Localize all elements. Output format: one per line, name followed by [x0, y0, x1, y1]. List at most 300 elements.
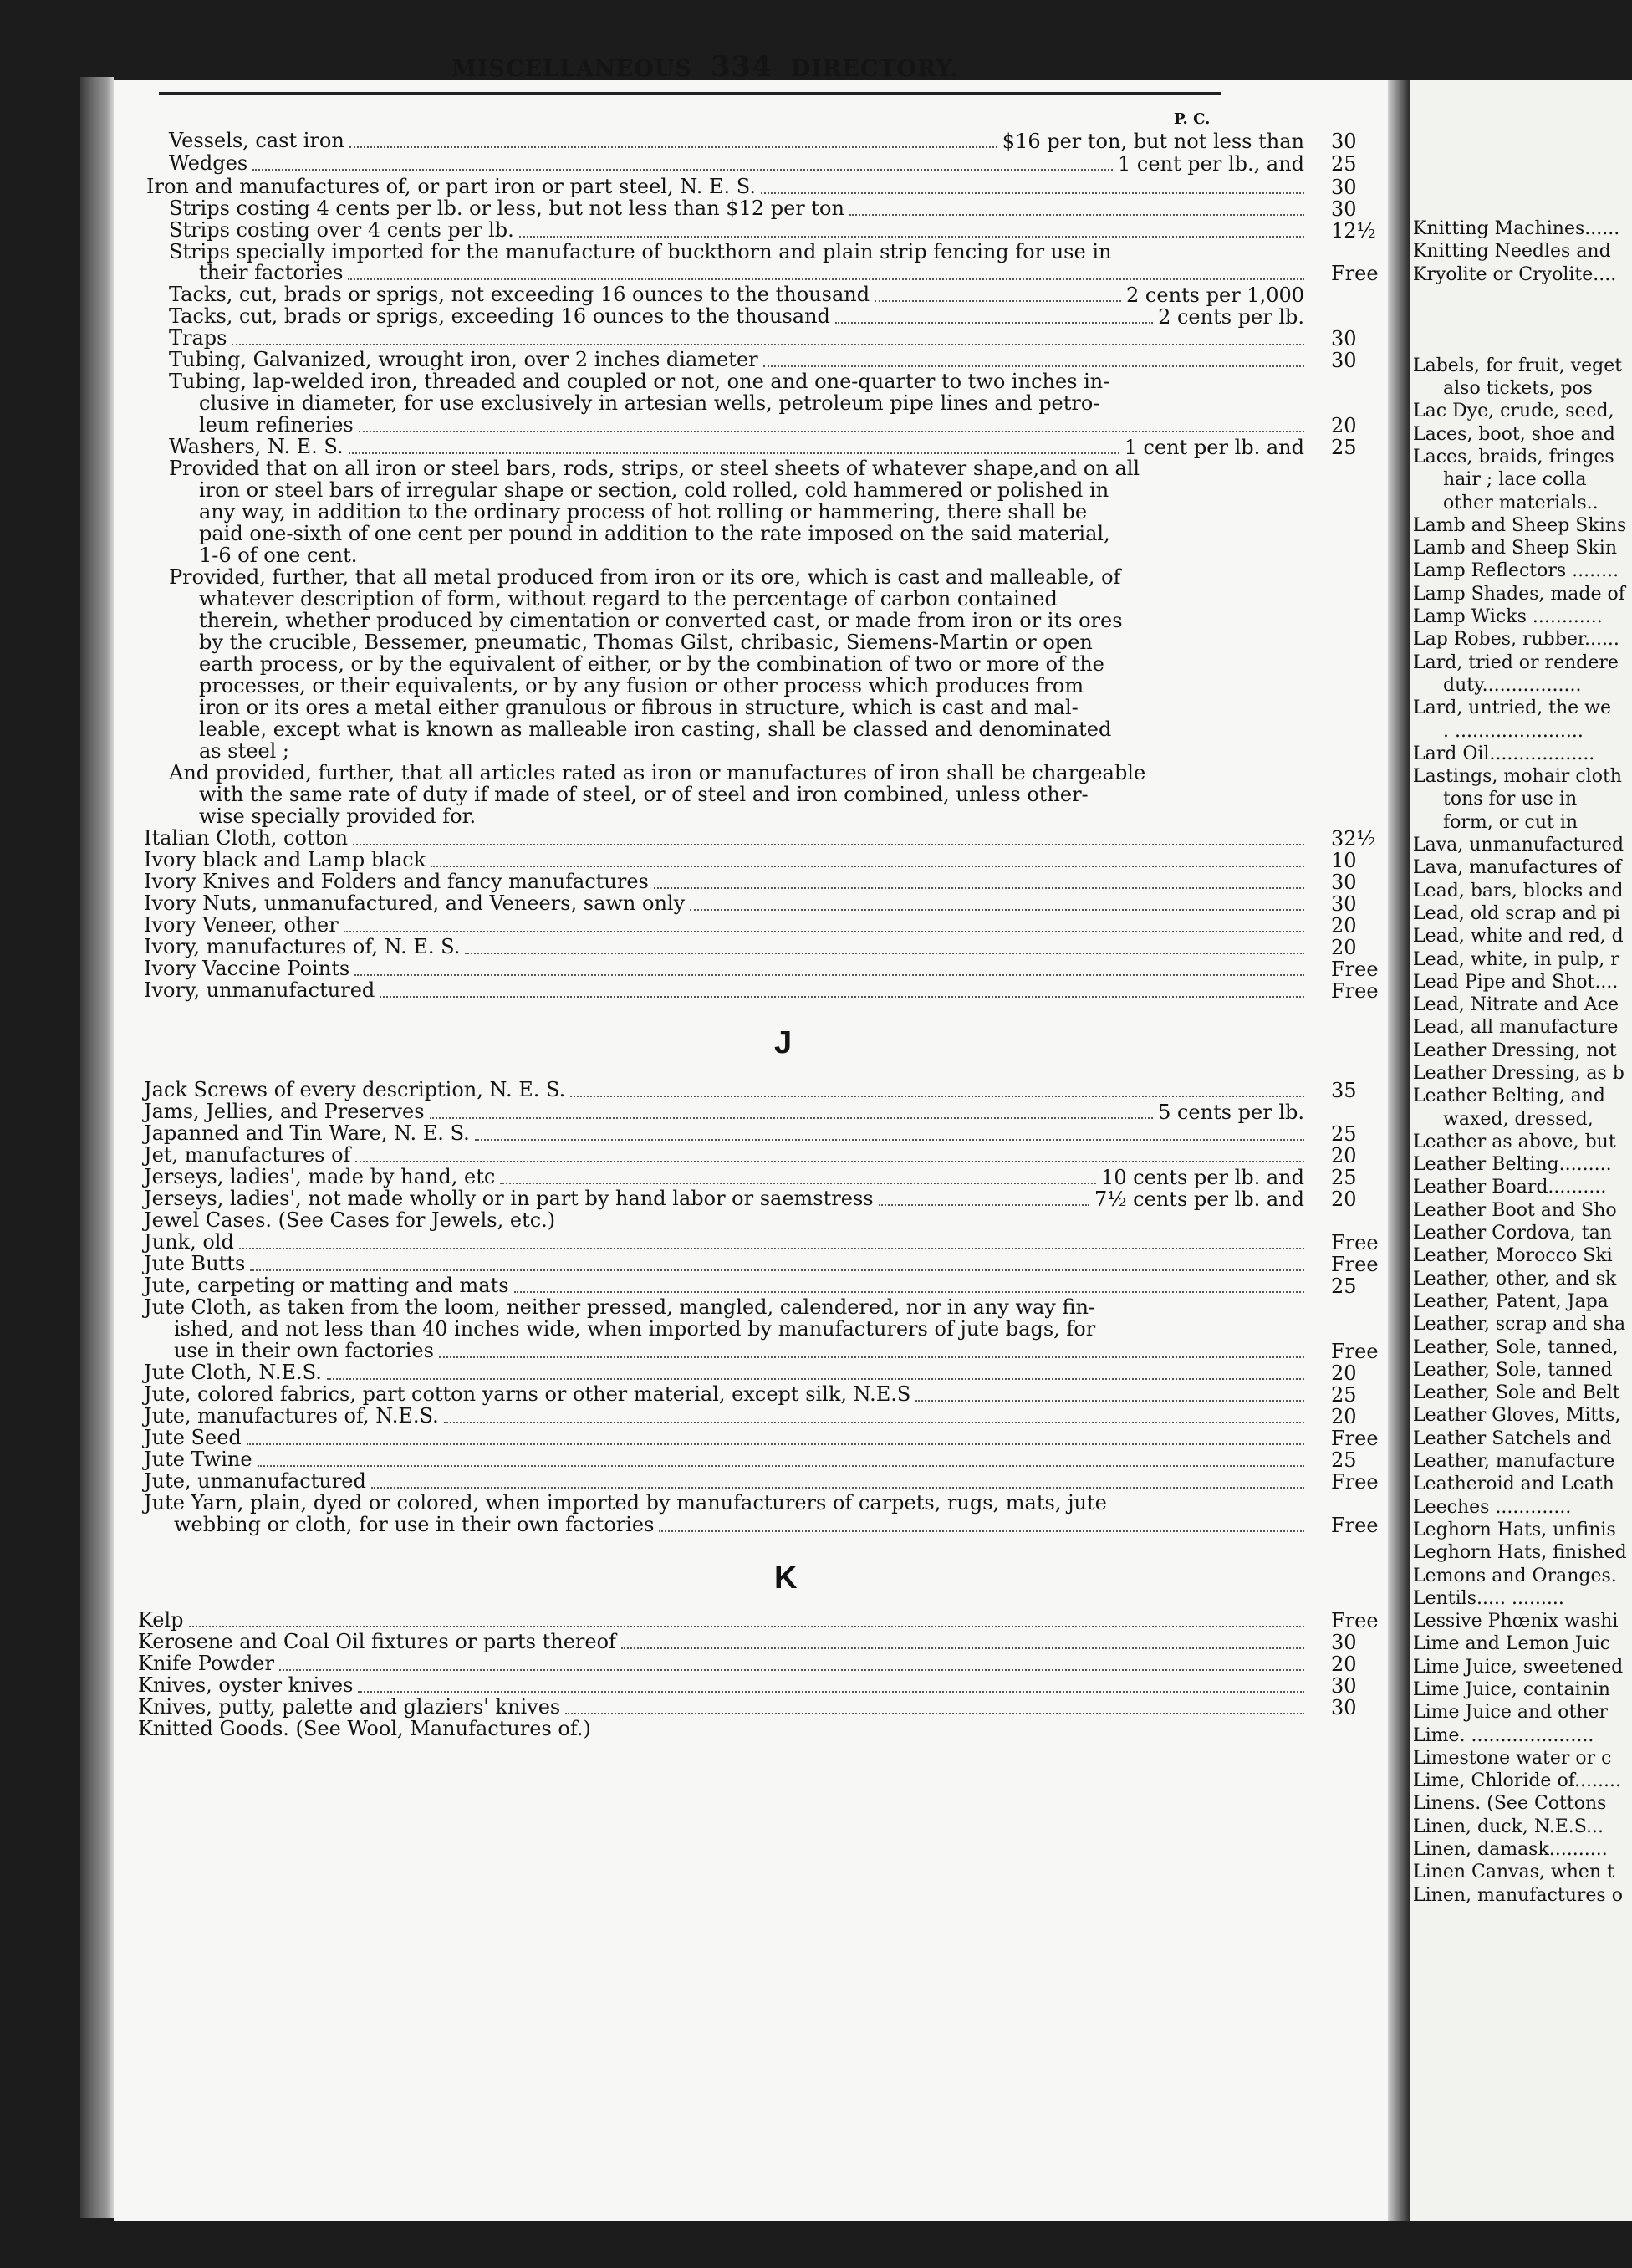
entry-rate: 30	[1331, 197, 1357, 221]
entry-row	[199, 697, 1079, 718]
entry-rate: 25	[1331, 152, 1357, 176]
entry-row	[174, 1514, 654, 1535]
entry-text: iron or its ores a metal either granulous or fibrous in structure, which is cast and mal-	[199, 696, 1079, 719]
entry-text: Jams, Jellies, and Preserves	[144, 1100, 425, 1123]
entry-row	[138, 1631, 616, 1652]
entry-rate: Free	[1331, 1340, 1379, 1363]
dot-leader	[514, 1291, 1304, 1293]
entry-text: Junk, old	[144, 1230, 234, 1254]
right-entry: Lava, unmanufactured	[1413, 835, 1624, 856]
entry-text: therein, whether produced by cimentation or converted cast, or made from iron or its ores	[199, 609, 1123, 632]
entry-text: And provided, further, that all articles rated as iron or manufactures of iron shall be chargeable	[169, 761, 1146, 784]
entry-row	[144, 892, 685, 914]
right-entry: Leather, other, and sk	[1413, 1268, 1617, 1290]
entry-text: by the crucible, Bessemer, pneumatic, Thomas Gilst, chribasic, Siemens-Martin or open	[199, 631, 1093, 654]
entry-row	[169, 436, 344, 457]
dot-leader	[247, 1443, 1304, 1445]
entry-row	[144, 1101, 425, 1122]
section-letter: J	[774, 1025, 793, 1060]
entry-row	[146, 176, 756, 197]
right-entry: Lime. .....................	[1413, 1724, 1594, 1746]
entry-row	[169, 241, 1111, 263]
dot-leader	[570, 1096, 1304, 1097]
entry-text: Jewel Cases. (See Cases for Jewels, etc.)	[144, 1208, 556, 1232]
entry-text: webbing or cloth, for use in their own factories	[174, 1513, 655, 1536]
entry-rate: 25	[1331, 1274, 1357, 1298]
dot-leader	[519, 236, 1304, 238]
right-entry: duty.................	[1443, 674, 1582, 696]
entry-row	[199, 588, 1058, 610]
entry-rate: 35	[1331, 1079, 1357, 1102]
entry-row	[144, 827, 348, 849]
entry-row	[144, 936, 460, 958]
entry-text: any way, in addition to the ordinary process of hot rolling or hammering, there shall be	[199, 500, 1088, 524]
entry-row	[169, 327, 227, 349]
entry-text: Jute Butts	[144, 1252, 246, 1275]
right-entry: Laces, braids, fringes	[1413, 446, 1614, 467]
right-entry: Lime Juice, sweetened	[1413, 1656, 1624, 1678]
right-entry: Lead, Nitrate and Ace	[1413, 994, 1619, 1016]
entry-text: Knives, putty, palette and glaziers' knives	[138, 1695, 561, 1719]
header-rule	[159, 92, 1221, 94]
entry-row	[199, 479, 1109, 501]
right-entry: also tickets, pos	[1443, 378, 1593, 400]
entry-rate: 10	[1331, 849, 1357, 872]
entry-text: ished, and not less than 40 inches wide, when imported by manufacturers of jute bags, for	[174, 1317, 1096, 1341]
right-entry: Lead Pipe and Shot....	[1413, 971, 1619, 993]
dot-leader	[371, 1487, 1304, 1489]
entry-rate: 30	[1331, 130, 1357, 153]
right-entry: Linen, duck, N.E.S...	[1413, 1816, 1604, 1837]
entry-row	[144, 1427, 242, 1448]
entry-text: Jute, unmanufactured	[144, 1469, 366, 1493]
pc-column-label: P. C.	[1174, 110, 1211, 128]
entry-row	[138, 1674, 353, 1696]
right-entry: tons for use in	[1443, 789, 1578, 810]
entry-text: leable, except what is known as malleable iron casting, shall be classed and denominated	[199, 718, 1112, 741]
entry-text: Strips costing over 4 cents per lb.	[169, 218, 514, 242]
entry-row	[144, 1448, 252, 1470]
entry-text: Provided, further, that all metal produced from iron or its ore, which is cast and malleable, of	[169, 565, 1121, 589]
entry-rate: Free	[1331, 1609, 1379, 1632]
entry-rate: 20	[1331, 1652, 1357, 1676]
entry-row	[169, 284, 870, 305]
entry-row	[199, 392, 1099, 414]
entry-row	[199, 501, 1087, 523]
right-entry: Lead, bars, blocks and	[1413, 880, 1624, 902]
right-entry: Lentils..... .........	[1413, 1587, 1564, 1609]
entry-row	[169, 130, 344, 151]
entry-rate: 30	[1331, 871, 1357, 894]
right-entry: Lemons and Oranges.	[1413, 1565, 1617, 1586]
dot-leader	[353, 844, 1304, 845]
entry-duty: 10 cents per lb. and	[1101, 1166, 1304, 1189]
dot-leader	[250, 1269, 1304, 1271]
right-entry: Leather, Morocco Ski	[1413, 1245, 1613, 1267]
entry-text: iron or steel bars of irregular shape or section, cold rolled, cold hammered or polished in	[199, 478, 1109, 502]
right-entry: Lastings, mohair cloth	[1413, 766, 1622, 788]
entry-rate: 30	[1331, 349, 1357, 372]
dot-leader	[349, 146, 997, 148]
entry-rate: 20	[1331, 936, 1357, 959]
entry-rate: 25	[1331, 1166, 1357, 1189]
entry-row	[144, 1231, 234, 1253]
entry-row	[144, 1296, 1095, 1318]
entry-rate: Free	[1331, 1514, 1379, 1537]
right-entry: Linen, damask..........	[1413, 1839, 1608, 1861]
right-entry: Labels, for fruit, veget	[1413, 355, 1623, 376]
right-entry	[1413, 286, 1627, 309]
dot-leader	[279, 1669, 1304, 1671]
dot-leader	[475, 1139, 1304, 1141]
entry-text: Washers, N. E. S.	[169, 435, 344, 458]
entry-text: Strips specially imported for the manufacture of buckthorn and plain strip fencing for use in	[169, 240, 1112, 263]
dot-leader	[232, 344, 1304, 345]
dot-leader	[380, 996, 1304, 998]
entry-rate: Free	[1331, 979, 1379, 1003]
entry-rate: 20	[1331, 1405, 1357, 1428]
entry-text: Tubing, Galvanized, wrought iron, over 2 inches diameter	[169, 348, 758, 371]
entry-row	[199, 653, 1104, 675]
entry-row	[144, 958, 349, 979]
entry-rate: 30	[1331, 1696, 1357, 1719]
dot-leader	[439, 1356, 1304, 1358]
entry-text: Ivory Knives and Folders and fancy manufactures	[144, 870, 649, 893]
entry-row	[144, 1122, 470, 1144]
right-entry: Laces, boot, shoe and	[1413, 423, 1615, 445]
entry-row	[169, 305, 830, 327]
right-entry: Lessive Phœnix washi	[1413, 1611, 1619, 1632]
entry-rate: 20	[1331, 1144, 1357, 1167]
entry-row	[199, 610, 1123, 631]
right-entry: Lamp Reflectors ........	[1413, 560, 1619, 582]
entry-text: Jute, carpeting or matting and mats	[144, 1274, 509, 1297]
dot-leader	[761, 192, 1304, 194]
right-entry: waxed, dressed,	[1443, 1108, 1594, 1130]
entry-rate: Free	[1331, 958, 1379, 981]
right-entry: Leatheroid and Leath	[1413, 1474, 1614, 1495]
page-header	[451, 50, 959, 84]
entry-text: Jute Cloth, N.E.S.	[144, 1361, 322, 1384]
right-entry: Lime Juice, containin	[1413, 1679, 1610, 1700]
header-right-text: DIRECTORY.	[790, 56, 959, 82]
entry-row	[199, 675, 1084, 697]
entry-text: Jack Screws of every description, N. E. S.	[144, 1078, 566, 1101]
book-spine-left	[80, 77, 114, 2218]
entry-duty: 7½ cents per lb. and	[1094, 1188, 1304, 1211]
page-number: 334	[710, 50, 773, 84]
entry-text: paid one-sixth of one cent per pound in addition to the rate imposed on the said material,	[199, 522, 1110, 545]
dot-leader	[565, 1713, 1304, 1714]
entry-duty: 1 cent per lb., and	[1118, 152, 1304, 176]
entry-row	[144, 871, 649, 892]
entry-text: with the same rate of duty if made of steel, or of steel and iron combined, unless other-	[199, 783, 1089, 806]
right-entry: Linen, manufactures o	[1413, 1884, 1623, 1906]
entry-row	[144, 1470, 366, 1492]
entry-text: 1-6 of one cent.	[199, 544, 358, 567]
entry-row	[199, 740, 289, 762]
entry-text: Iron and manufactures of, or part iron or part steel, N. E. S.	[146, 175, 756, 198]
dot-leader	[349, 452, 1119, 454]
entry-rate: 30	[1331, 1631, 1357, 1654]
entry-text: Knitted Goods. (See Wool, Manufactures of.)	[138, 1717, 591, 1740]
entry-text: Wedges	[169, 151, 248, 175]
right-entry: Linens. (See Cottons	[1413, 1793, 1607, 1815]
dot-leader	[327, 1378, 1304, 1380]
dot-leader	[849, 214, 1304, 216]
entry-rate: 20	[1331, 1361, 1357, 1385]
entry-row	[144, 1166, 495, 1188]
entry-row	[138, 1696, 560, 1718]
dot-leader	[500, 1183, 1096, 1184]
entry-rate: 25	[1331, 1448, 1357, 1472]
entry-text: Knives, oyster knives	[138, 1673, 354, 1697]
entry-row	[144, 1144, 350, 1166]
dot-leader	[465, 953, 1304, 954]
entry-text: as steel ;	[199, 739, 290, 763]
entry-row	[144, 914, 339, 936]
entry-row	[174, 1340, 434, 1361]
right-entry: Knitting Needles and	[1413, 241, 1611, 263]
right-entry: Knitting Machines......	[1413, 218, 1620, 239]
entry-row	[199, 523, 1110, 544]
right-entry: Leeches .............	[1413, 1496, 1572, 1518]
right-entry: Kryolite or Cryolite....	[1413, 263, 1617, 285]
entry-text: wise specially provided for.	[199, 805, 477, 828]
entry-text: Ivory, manufactures of, N. E. S.	[144, 935, 461, 958]
dot-leader	[344, 931, 1304, 932]
entry-rate: 12½	[1331, 219, 1376, 243]
right-entry: Leather, Sole and Belt	[1413, 1382, 1620, 1404]
entry-row	[199, 262, 343, 284]
entry-row	[144, 1405, 439, 1427]
entry-rate: 20	[1331, 414, 1357, 437]
entry-text: Ivory, unmanufactured	[144, 978, 375, 1002]
entry-row	[144, 1383, 910, 1405]
right-entry: Leather Board..........	[1413, 1177, 1607, 1198]
entry-row	[199, 414, 354, 436]
dot-leader	[359, 431, 1304, 432]
right-entry: Linen Canvas, when t	[1413, 1862, 1614, 1883]
entry-rate: Free	[1331, 1231, 1379, 1254]
entry-text: Ivory Veneer, other	[144, 913, 339, 937]
entry-text: processes, or their equivalents, or by any fusion or other process which produces from	[199, 674, 1084, 697]
right-entry: Lamp Shades, made of	[1413, 583, 1625, 605]
dot-leader	[875, 300, 1121, 302]
entry-text: Kerosene and Coal Oil fixtures or parts thereof	[138, 1630, 616, 1653]
entry-row	[144, 1079, 565, 1101]
entry-row	[169, 370, 1109, 392]
entry-text: use in their own factories	[174, 1339, 434, 1362]
entry-duty: $16 per ton, but not less than	[1002, 130, 1304, 153]
entry-row	[174, 1318, 1095, 1340]
right-entry: Lard, untried, the we	[1413, 697, 1612, 719]
dot-leader	[431, 866, 1304, 867]
entry-text: Jute Seed	[144, 1426, 242, 1449]
right-entry: Leather Cordova, tan	[1413, 1223, 1612, 1244]
entry-row	[138, 1609, 184, 1631]
entry-text: Tubing, lap-welded iron, threaded and coupled or not, one and one-quarter to two inches in-	[169, 370, 1110, 393]
entry-text: Traps	[169, 326, 227, 350]
entry-row	[144, 979, 375, 1001]
entry-text: Knife Powder	[138, 1652, 274, 1675]
right-entry: Leather Belting.........	[1413, 1154, 1612, 1176]
entry-rate: 25	[1331, 1122, 1357, 1146]
right-entry: Lard Oil..................	[1413, 743, 1595, 764]
dot-leader	[835, 322, 1153, 324]
entry-row	[169, 566, 1120, 588]
right-entry: Lard, tried or rendere	[1413, 651, 1619, 673]
entry-rate: 32½	[1331, 827, 1376, 850]
entry-rate: 25	[1331, 436, 1357, 459]
entry-row	[199, 805, 476, 827]
entry-text: their factories	[199, 261, 344, 284]
entry-row	[199, 718, 1111, 740]
right-entry: Lime and Lemon Juic	[1413, 1633, 1611, 1655]
header-left-text: MISCELLANEOUS	[451, 56, 692, 82]
entry-row	[169, 219, 514, 241]
right-entry: Lac Dye, crude, seed,	[1413, 401, 1614, 422]
dot-leader	[189, 1626, 1304, 1627]
entry-duty: 5 cents per lb.	[1158, 1101, 1304, 1124]
dot-leader	[348, 278, 1304, 280]
entry-text: Jute Twine	[144, 1448, 252, 1471]
entry-text: Jerseys, ladies', not made wholly or in part by hand labor or saemstress	[144, 1187, 874, 1210]
entry-row	[199, 544, 357, 566]
right-entry: Lead, white, in pulp, r	[1413, 948, 1619, 970]
right-entry: Leghorn Hats, unfinis	[1413, 1519, 1616, 1540]
dot-leader	[879, 1204, 1089, 1206]
dot-leader	[690, 909, 1304, 911]
right-entry: Leather, scrap and sha	[1413, 1314, 1626, 1336]
entry-text: Strips costing 4 cents per lb. or less, but not less than $12 per ton	[169, 197, 844, 220]
entry-row	[144, 1253, 245, 1274]
dot-leader	[915, 1400, 1304, 1402]
entry-text: Jute Yarn, plain, dyed or colored, when imported by manufacturers of carpets, rugs, mats, jute	[144, 1491, 1107, 1515]
right-entry: Leather, Sole, tanned,	[1413, 1336, 1619, 1358]
entry-text: Jet, manufactures of	[144, 1143, 351, 1167]
right-entry	[1413, 309, 1627, 331]
right-entry: . ......................	[1443, 720, 1584, 742]
entry-rate: 30	[1331, 327, 1357, 350]
right-entry: Leather Boot and Sho	[1413, 1199, 1617, 1221]
dot-leader	[258, 1465, 1304, 1467]
entry-rate: 30	[1331, 1674, 1357, 1698]
entry-text: Jute, manufactures of, N.E.S.	[144, 1404, 439, 1428]
right-page	[1410, 80, 1632, 2221]
entry-row	[144, 849, 426, 871]
dot-leader	[355, 1161, 1304, 1162]
entry-rate: Free	[1331, 1253, 1379, 1276]
entry-row	[144, 1492, 1107, 1514]
right-entry: Lap Robes, rubber......	[1413, 629, 1619, 651]
right-entry: Leather Dressing, as b	[1413, 1062, 1624, 1084]
right-entry: Leather as above, but	[1413, 1131, 1616, 1152]
entry-row	[169, 197, 844, 219]
right-entry: Leather, Sole, tanned	[1413, 1359, 1613, 1381]
entry-rate: 20	[1331, 914, 1357, 937]
entry-row	[138, 1718, 591, 1739]
entry-text: Jerseys, ladies', made by hand, etc	[144, 1165, 496, 1188]
entry-rate: 30	[1331, 176, 1357, 199]
entry-row	[199, 631, 1093, 653]
entry-text: Provided that on all iron or steel bars, rods, strips, or steel sheets of whatever shape,and on all	[169, 457, 1140, 480]
entry-row	[144, 1209, 555, 1231]
right-entry: Leather Belting, and	[1413, 1085, 1605, 1107]
entry-row	[144, 1274, 509, 1296]
right-entry: Leghorn Hats, finished	[1413, 1542, 1627, 1564]
right-entry: Lead, white and red, d	[1413, 926, 1624, 948]
right-entry: Lime Juice and other	[1413, 1702, 1609, 1724]
entry-row	[199, 784, 1089, 805]
right-entry: Lead, old scrap and pi	[1413, 902, 1620, 924]
right-entry: Leather Gloves, Mitts,	[1413, 1405, 1621, 1427]
entry-text: whatever description of form, without regard to the percentage of carbon contained	[199, 587, 1058, 610]
entry-text: Kelp	[138, 1608, 184, 1632]
right-entry: Leather Satchels and	[1413, 1428, 1612, 1449]
dot-leader	[354, 974, 1304, 976]
entry-row	[138, 1652, 274, 1674]
entry-row	[144, 1361, 322, 1383]
entry-rate: Free	[1331, 262, 1379, 285]
dot-leader	[358, 1691, 1304, 1693]
right-entry: Lamb and Sheep Skin	[1413, 538, 1617, 559]
entry-row	[144, 1188, 874, 1209]
entry-text: Tacks, cut, brads or sprigs, not exceeding 16 ounces to the thousand	[169, 283, 870, 306]
entry-text: Jute Cloth, as taken from the loom, neither pressed, mangled, calendered, nor in any way fin-	[144, 1295, 1096, 1319]
entry-row	[169, 762, 1145, 784]
entry-text: Ivory Nuts, unmanufactured, and Veneers, sawn only	[144, 891, 686, 915]
dot-leader	[430, 1117, 1154, 1119]
right-entry: Lamb and Sheep Skins	[1413, 514, 1627, 536]
entry-text: Jute, colored fabrics, part cotton yarns or other material, except silk, N.E.S	[144, 1382, 911, 1406]
dot-leader	[654, 887, 1304, 889]
right-entry: Lead, all manufacture	[1413, 1017, 1619, 1039]
page-gutter	[1388, 80, 1410, 2221]
entry-duty: 1 cent per lb. and	[1124, 436, 1304, 459]
right-entry: hair ; lace colla	[1443, 469, 1587, 491]
dot-leader	[239, 1248, 1304, 1249]
right-entry: Lamp Wicks ............	[1413, 606, 1603, 628]
right-entry: Leather, manufacture	[1413, 1451, 1615, 1473]
entry-rate: 30	[1331, 892, 1357, 916]
entry-duty: 2 cents per lb.	[1158, 305, 1304, 329]
entry-text: Ivory black and Lamp black	[144, 848, 426, 871]
right-entry	[1413, 331, 1627, 354]
section-letter: K	[774, 1561, 798, 1596]
entry-text: Italian Cloth, cotton	[144, 826, 349, 850]
entry-text: clusive in diameter, for use exclusively in artesian wells, petroleum pipe lines and petro-	[199, 391, 1100, 415]
right-entry: Leather Dressing, not	[1413, 1040, 1617, 1061]
entry-row	[169, 457, 1140, 479]
right-entry: form, or cut in	[1443, 811, 1578, 833]
entry-row	[169, 152, 247, 174]
entry-rate: 25	[1331, 1383, 1357, 1407]
right-entry: other materials..	[1443, 492, 1599, 513]
dot-leader	[621, 1647, 1304, 1649]
entry-text: leum refineries	[199, 413, 354, 437]
entry-text: Vessels, cast iron	[169, 129, 344, 152]
dot-leader	[659, 1530, 1304, 1532]
entry-duty: 2 cents per 1,000	[1126, 284, 1304, 307]
dot-leader	[252, 169, 1113, 171]
right-entry: Lime, Chloride of........	[1413, 1770, 1621, 1792]
entry-rate: 20	[1331, 1188, 1357, 1211]
dot-leader	[763, 365, 1304, 367]
entry-text: earth process, or by the equivalent of either, or by the combination of two or more of the	[199, 652, 1104, 676]
entry-rate: Free	[1331, 1470, 1379, 1494]
dot-leader	[444, 1422, 1304, 1423]
